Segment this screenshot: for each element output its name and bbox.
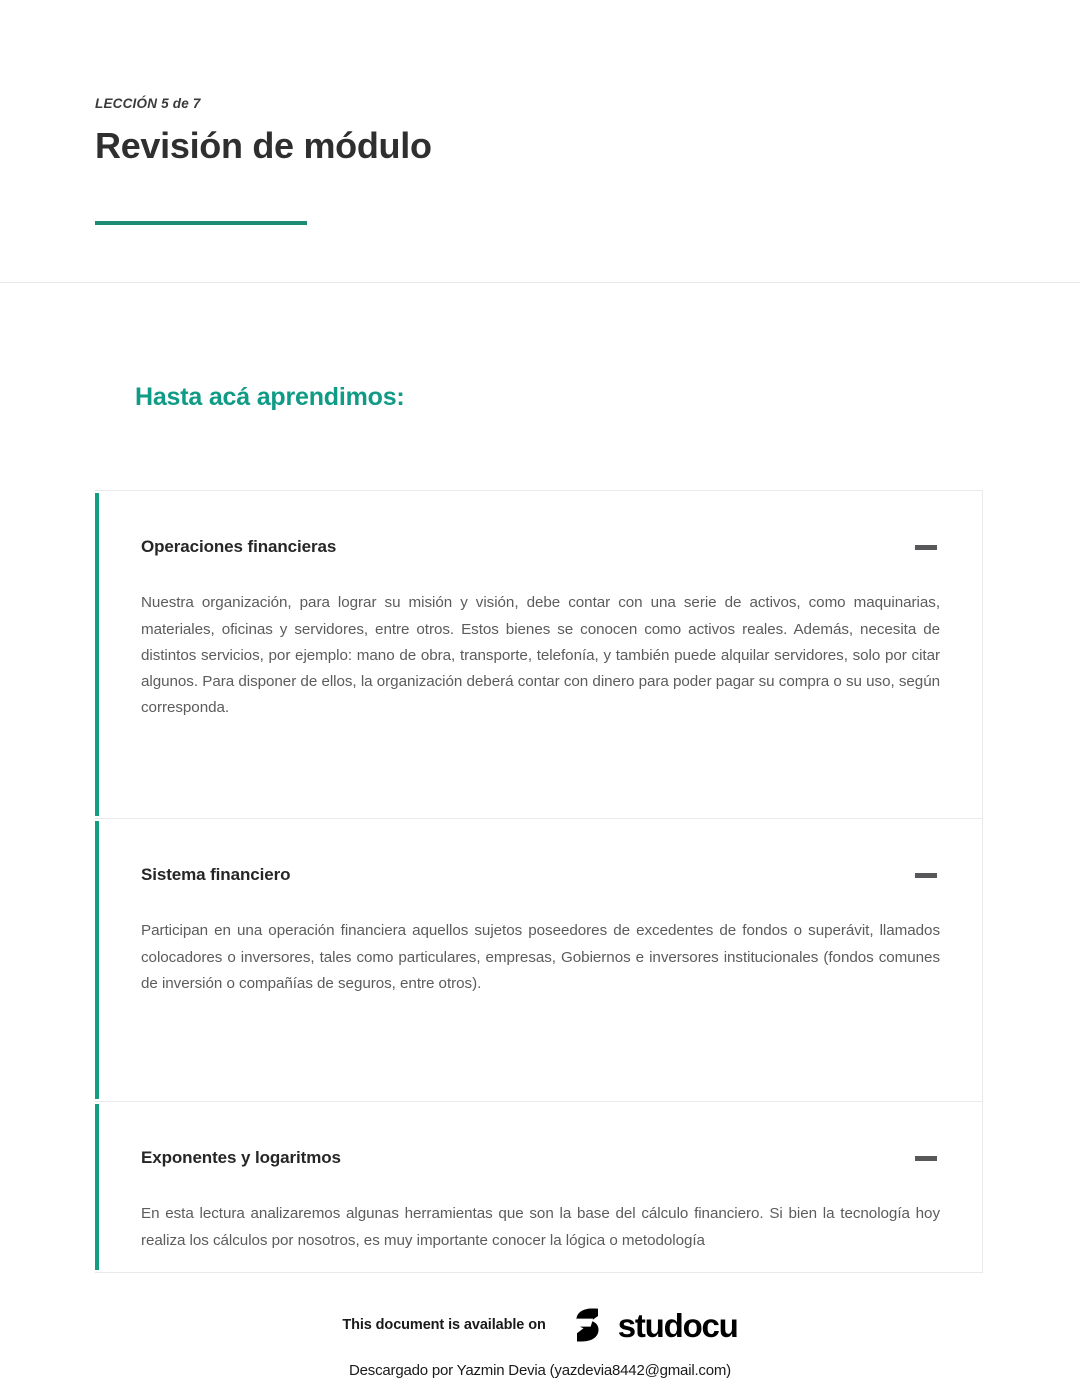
accordion-panel-header[interactable] bbox=[141, 1102, 940, 1168]
availability-text: This document is available on bbox=[342, 1317, 546, 1333]
downloaded-by-text: Descargado por Yazmin Devia (yazdevia8442@gmail.com) bbox=[349, 1362, 731, 1379]
minus-icon[interactable] bbox=[915, 873, 937, 878]
panel-body-text: Participan en una operación financiera aquellos sujetos poseedores de excedentes de fondos o superávit, llamados colocadores o inversores, tales como particulares, empresas, Gobiernos e inversores institucionales (fondos comunes de inversión o compañías de seguros, entre otros). bbox=[141, 922, 940, 992]
section-heading: Hasta acá aprendimos: bbox=[135, 383, 405, 412]
lesson-eyebrow: LECCIÓN 5 de 7 bbox=[95, 96, 201, 111]
panel-accent-bar bbox=[95, 821, 99, 1099]
accordion-panel-body bbox=[141, 885, 940, 996]
minus-icon[interactable] bbox=[915, 1156, 937, 1161]
accordion-panel-header[interactable] bbox=[141, 819, 940, 885]
title-accent-rule bbox=[95, 221, 307, 225]
document-availability-banner bbox=[0, 1302, 1080, 1348]
accordion-list bbox=[95, 490, 983, 1273]
accordion-panel-operaciones-financieras[interactable] bbox=[95, 491, 982, 819]
accordion-panel-title: Sistema financiero bbox=[141, 865, 291, 885]
accordion-panel-title: Operaciones financieras bbox=[141, 537, 337, 557]
page-header bbox=[0, 0, 1080, 225]
accordion-panel-exponentes-y-logaritmos[interactable] bbox=[95, 1102, 982, 1272]
panel-accent-bar bbox=[95, 493, 99, 816]
minus-icon[interactable] bbox=[915, 545, 937, 550]
page-title: Revisión de módulo bbox=[95, 125, 432, 166]
accordion-panel-header[interactable] bbox=[141, 491, 940, 557]
accordion-panel-body bbox=[141, 1168, 940, 1253]
studocu-logo bbox=[562, 1302, 738, 1348]
accordion-panel-body bbox=[141, 557, 940, 721]
studocu-s-mark-icon bbox=[562, 1302, 608, 1348]
panel-body-text: En esta lectura analizaremos algunas herramientas que son la base del cálculo financiero. Si bien la tecnología hoy realiza los cálculos por nosotros, es muy importante conocer la lógica o metodología bbox=[141, 1205, 940, 1249]
accordion-panel-title: Exponentes y logaritmos bbox=[141, 1148, 341, 1168]
panel-body-text: Nuestra organización, para lograr su misión y visión, debe contar con una serie de activos, como maquinarias, materiales, oficinas y servidores, entre otros. Estos bienes se conocen como activos reales. Además, necesita de distintos servicios, por ejemplo: mano de obra, transporte, telefonía, y también puede alquilar servidores, solo por citar algunos. Para disponer de ellos, la organización deberá contar con dinero para poder pagar su compra o su uso, según corresponda. bbox=[141, 594, 940, 716]
accordion-panel-sistema-financiero[interactable] bbox=[95, 819, 982, 1102]
page-footer bbox=[0, 1302, 1080, 1379]
panel-accent-bar bbox=[95, 1104, 99, 1270]
studocu-wordmark: studocu bbox=[617, 1306, 738, 1344]
